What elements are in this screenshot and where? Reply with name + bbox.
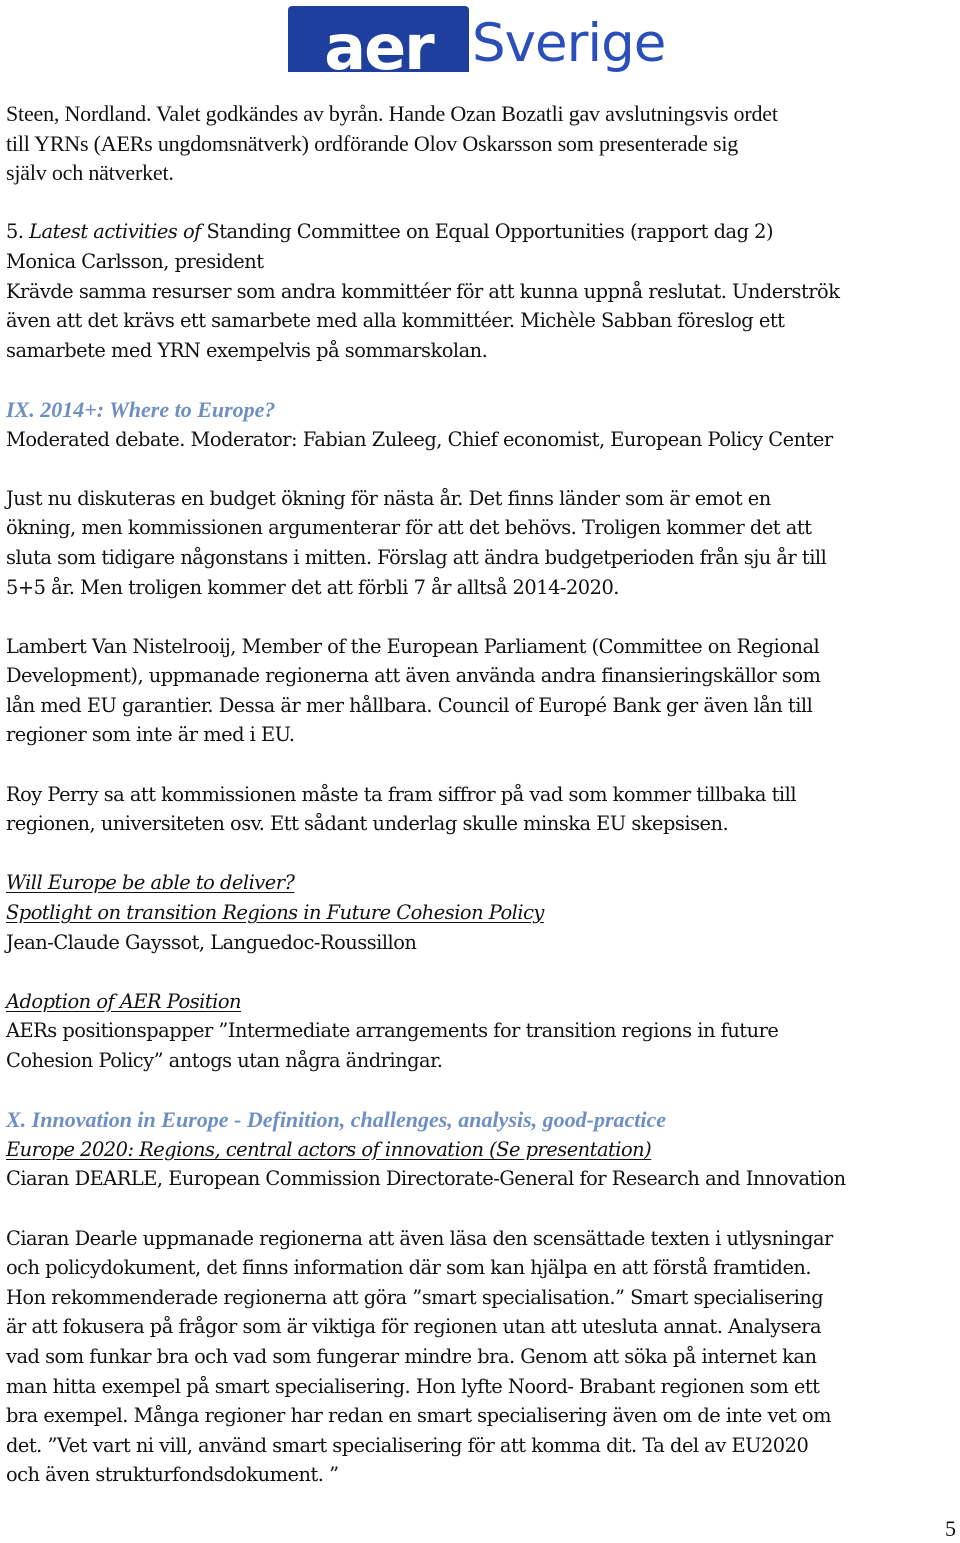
text-line bbox=[6, 780, 958, 810]
text-run: Will Europe be able to deliver? bbox=[6, 871, 295, 895]
aer-sverige-logo bbox=[288, 6, 705, 72]
text-line bbox=[6, 1253, 958, 1283]
text-line bbox=[6, 632, 958, 662]
text-run: samarbete med YRN exempelvis på sommarskolan. bbox=[6, 338, 488, 362]
text-line bbox=[6, 158, 958, 188]
text-run: Just nu diskuteras en budget ökning för nästa år. Det finns länder som är emot en bbox=[6, 486, 771, 510]
text-run: Development), uppmanade regionerna att även använda andra finansieringskällor som bbox=[6, 664, 821, 688]
logo-aer-mark: aer bbox=[288, 6, 469, 72]
text-line bbox=[6, 217, 958, 247]
text-line bbox=[6, 513, 958, 543]
text-line bbox=[6, 1283, 958, 1313]
text-run: 5. bbox=[6, 220, 30, 244]
text-line bbox=[6, 809, 958, 839]
text-line bbox=[6, 1224, 958, 1254]
text-run: vad som funkar bra och vad som fungerar mindre bra. Genom att söka på internet kan bbox=[6, 1344, 817, 1368]
text-line bbox=[6, 129, 958, 159]
text-run: Ciaran Dearle uppmanade regionerna att även läsa den scensättade texten i utlysningar bbox=[6, 1226, 833, 1250]
text-line bbox=[6, 1460, 958, 1490]
text-run: X. Innovation in Europe - Definition, challenges, analysis, good-practice bbox=[6, 1107, 667, 1133]
section-heading bbox=[6, 1105, 958, 1135]
text-line bbox=[6, 720, 958, 750]
text-run: Spotlight on transition Regions in Future Cohesion Policy bbox=[6, 901, 544, 925]
paragraph-gap bbox=[6, 602, 958, 632]
document-body bbox=[6, 99, 958, 1490]
text-line bbox=[6, 336, 958, 366]
text-run: Standing Committee on Equal Opportunities (rapport dag 2) bbox=[200, 220, 774, 244]
text-line bbox=[6, 1046, 958, 1076]
text-line bbox=[6, 306, 958, 336]
text-run: Steen, Nordland. Valet godkändes av byrån. Hande Ozan Bozatli gav avslutningsvis ordet bbox=[6, 101, 778, 126]
text-line bbox=[6, 898, 958, 928]
text-line bbox=[6, 1431, 958, 1461]
paragraph-gap bbox=[6, 750, 958, 780]
text-run: regioner som inte är med i EU. bbox=[6, 723, 295, 747]
text-run: AERs positionspapper ”Intermediate arrangements for transition regions in future bbox=[6, 1019, 779, 1043]
paragraph-gap bbox=[6, 188, 958, 218]
text-run: 5+5 år. Men troligen kommer det att förbli 7 år alltså 2014-2020. bbox=[6, 575, 619, 599]
text-run: regionen, universiteten osv. Ett sådant underlag skulle minska EU skepsisen. bbox=[6, 812, 729, 836]
text-run: det. ”Vet vart ni vill, använd smart specialisering för att komma dit. Ta del av EU2020 bbox=[6, 1433, 809, 1457]
text-run: Ciaran DEARLE, European Commission Directorate-General for Research and Innovation bbox=[6, 1167, 846, 1191]
text-line bbox=[6, 99, 958, 129]
text-run: är att fokusera på frågor som är viktiga för regionen utan att utesluta annat. Analysera bbox=[6, 1315, 822, 1339]
text-line bbox=[6, 247, 958, 277]
text-run: själv och nätverket. bbox=[6, 160, 174, 186]
text-line bbox=[6, 543, 958, 573]
text-line bbox=[6, 1016, 958, 1046]
text-run: Hon rekommenderade regionerna att göra ”smart specialisation.” Smart specialisering bbox=[6, 1285, 824, 1309]
text-run: Adoption of AER Position bbox=[6, 989, 242, 1013]
text-line bbox=[6, 425, 958, 455]
paragraph-gap bbox=[6, 1076, 958, 1106]
text-line bbox=[6, 1372, 958, 1402]
text-run: Roy Perry sa att kommissionen måste ta fram siffror på vad som kommer tillbaka till bbox=[6, 782, 797, 806]
text-line bbox=[6, 1135, 958, 1165]
text-run: Europe 2020: Regions, central actors of innovation (Se presentation) bbox=[6, 1137, 652, 1161]
text-run: Krävde samma resurser som andra kommittéer för att kunna uppnå reslutat. Underströk bbox=[6, 279, 840, 303]
paragraph-gap bbox=[6, 957, 958, 987]
logo-sverige-wordmark: Sverige bbox=[472, 13, 666, 72]
text-line bbox=[6, 868, 958, 898]
text-run: ökning, men kommissionen argumenterar för att det behövs. Troligen kommer det att bbox=[6, 516, 812, 540]
text-line bbox=[6, 1312, 958, 1342]
paragraph-gap bbox=[6, 839, 958, 869]
text-run: bra exempel. Många regioner har redan en smart specialisering även om de inte vet om bbox=[6, 1404, 831, 1428]
text-line bbox=[6, 928, 958, 958]
section-heading bbox=[6, 395, 958, 425]
paragraph-gap bbox=[6, 454, 958, 484]
paragraph-gap bbox=[6, 1194, 958, 1224]
text-line bbox=[6, 277, 958, 307]
text-run: man hitta exempel på smart specialisering. Hon lyfte Noord- Brabant regionen som ett bbox=[6, 1374, 820, 1398]
text-run: Moderated debate. Moderator: Fabian Zuleeg, Chief economist, European Policy Center bbox=[6, 427, 833, 451]
text-run: IX. 2014+: Where to Europe? bbox=[6, 396, 276, 422]
text-run: även att det krävs ett samarbete med alla kommittéer. Michèle Sabban föreslog ett bbox=[6, 309, 785, 333]
paragraph-gap bbox=[6, 365, 958, 395]
text-run: till YRNs (AERs ungdomsnätverk) ordförande Olov Oskarsson som presenterade sig bbox=[6, 130, 739, 156]
text-run: Lambert Van Nistelrooij, Member of the European Parliament (Committee on Regional bbox=[6, 634, 820, 658]
text-line bbox=[6, 987, 958, 1017]
text-run: sluta som tidigare någonstans i mitten. Förslag att ändra budgetperioden från sju år till bbox=[6, 545, 827, 569]
text-line bbox=[6, 573, 958, 603]
text-line bbox=[6, 1401, 958, 1431]
text-run: och även strukturfondsdokument. ” bbox=[6, 1463, 339, 1487]
text-run: Jean-Claude Gayssot, Languedoc-Roussillon bbox=[6, 930, 417, 954]
text-line bbox=[6, 691, 958, 721]
page-number: 5 bbox=[945, 1516, 956, 1541]
text-line bbox=[6, 661, 958, 691]
text-run: Cohesion Policy” antogs utan några ändringar. bbox=[6, 1049, 443, 1072]
text-run: Monica Carlsson, president bbox=[6, 249, 264, 273]
text-line bbox=[6, 484, 958, 514]
text-line bbox=[6, 1164, 958, 1194]
text-run: och policydokument, det finns information där som kan hjälpa en att förstå framtiden. bbox=[6, 1256, 812, 1280]
text-run: lån med EU garantier. Dessa är mer hållbara. Council of Europé Bank ger även lån till bbox=[6, 693, 813, 717]
text-line bbox=[6, 1342, 958, 1372]
text-run: Latest activities of bbox=[29, 220, 201, 244]
